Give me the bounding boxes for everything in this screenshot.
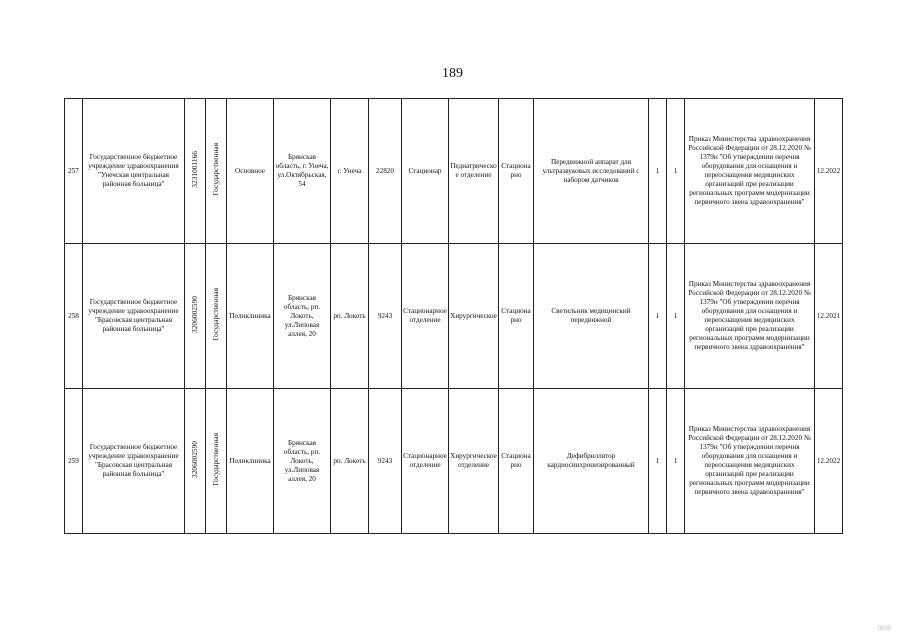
inn: 3206002590 [190, 441, 200, 478]
care-form: Стационарно [499, 389, 534, 534]
page-number: 189 [442, 66, 463, 81]
equipment-name: Дефибриллятор кардиосинхронизированный [534, 389, 649, 534]
building-type: Основное [227, 99, 274, 244]
address: Брянская область, рп. Локоть, ул.Липовая аллея, 20 [274, 244, 331, 389]
department: Хирургическое отделение [449, 389, 499, 534]
legal-basis: Приказ Министерства здравоохранения Российской Федерации от 28.12.2020 № 1379н "Об утверждении перечня оборудования для оснащения и переоснащения медицинских организаций при реализации региональных программ модернизации первичного звена здравоохранения" [685, 244, 815, 389]
quantity-1: 1 [649, 389, 667, 534]
care-type: Стационарное отделение [402, 389, 449, 534]
locality: г. Унеча [331, 99, 369, 244]
due-date: 12.2022 [815, 99, 843, 244]
table-row [65, 244, 843, 389]
organization-name: Государственное бюджетное учреждение здравоохранение "Брасовская центральная районная больница" [83, 389, 185, 534]
care-type: Стационар [402, 99, 449, 244]
ownership: Государственная [211, 143, 221, 196]
quantity-2: 1 [667, 244, 685, 389]
address: Брянская область, г. Унеча, ул.Октябрьская, 54 [274, 99, 331, 244]
ownership: Государственная [211, 288, 221, 341]
inn: 3206002590 [190, 296, 200, 333]
equipment-register-table [64, 98, 843, 534]
ownership-cell [206, 389, 227, 534]
population: 22820 [369, 99, 402, 244]
table-row [65, 389, 843, 534]
inn-cell [185, 99, 206, 244]
ownership-cell [206, 244, 227, 389]
inn-cell [185, 244, 206, 389]
ownership: Государственная [211, 433, 221, 486]
care-form: Стационарно [499, 99, 534, 244]
population: 9243 [369, 389, 402, 534]
table-row [65, 99, 843, 244]
row-number: 257 [65, 99, 83, 244]
corner-mark: 0000 [877, 626, 891, 632]
population: 9243 [369, 244, 402, 389]
legal-basis: Приказ Министерства здравоохранения Российской Федерации от 28.12.2020 № 1379н "Об утверждении перечня оборудования для оснащения и переоснащения медицинских организаций при реализации региональных программ модернизации первичного звена здравоохранения" [685, 389, 815, 534]
care-form: Стационарно [499, 244, 534, 389]
equipment-name: Светильник медицинский передвижной [534, 244, 649, 389]
quantity-2: 1 [667, 389, 685, 534]
inn-cell [185, 389, 206, 534]
organization-name: Государственное бюджетное учреждение здравоохранения "Унечская центральная районная больница" [83, 99, 185, 244]
row-number: 259 [65, 389, 83, 534]
department: Педиатрическое отделение [449, 99, 499, 244]
building-type: Поликлиника [227, 244, 274, 389]
locality: рп. Локоть [331, 244, 369, 389]
due-date: 12.2021 [815, 244, 843, 389]
care-type: Стационарное отделение [402, 244, 449, 389]
row-number: 258 [65, 244, 83, 389]
quantity-2: 1 [667, 99, 685, 244]
quantity-1: 1 [649, 99, 667, 244]
quantity-1: 1 [649, 244, 667, 389]
department: Хирургическое [449, 244, 499, 389]
equipment-name: Передвижной аппарат для ультразвуковых исследований с набором датчиков [534, 99, 649, 244]
address: Брянская область, рп. Локоть, ул.Липовая аллея, 20 [274, 389, 331, 534]
organization-name: Государственное бюджетное учреждение здравоохранение "Брасовская центральная районная больница" [83, 244, 185, 389]
building-type: Поликлиника [227, 389, 274, 534]
legal-basis: Приказ Министерства здравоохранения Российской Федерации от 28.12.2020 № 1379н "Об утверждении перечня оборудования для оснащения и переоснащения медицинских организаций при реализации региональных программ модернизации первичного звена здравоохранения" [685, 99, 815, 244]
locality: рп. Локоть [331, 389, 369, 534]
inn: 3231001166 [190, 151, 200, 188]
ownership-cell [206, 99, 227, 244]
due-date: 12.2022 [815, 389, 843, 534]
